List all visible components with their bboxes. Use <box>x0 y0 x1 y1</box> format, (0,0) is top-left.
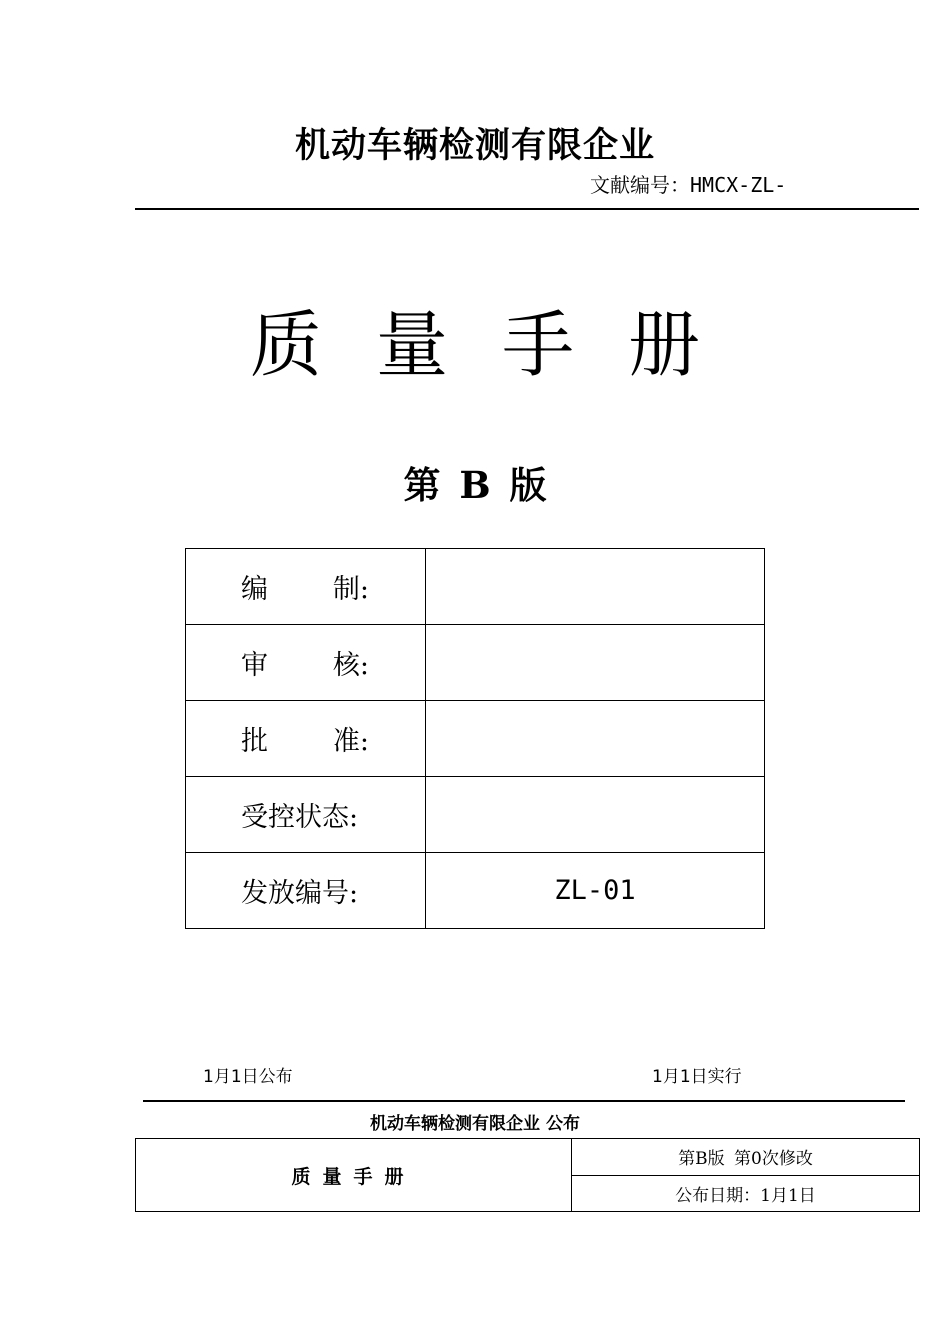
footer-divider <box>143 1100 905 1102</box>
signoff-table <box>185 548 765 929</box>
edition-revision: 第B版 第0次修改 <box>572 1139 920 1176</box>
issue-number-label: 发放编号: <box>186 853 426 929</box>
footer-table <box>135 1138 920 1212</box>
footer-publish-date: 公布日期：1月1日 <box>572 1175 920 1212</box>
approved-by-label <box>186 701 426 777</box>
table-row <box>186 625 765 701</box>
edition-label: 第 B 版 <box>403 463 547 507</box>
label-part: 核: <box>332 650 369 681</box>
label-part: 批 <box>241 726 268 757</box>
header-divider <box>135 208 919 210</box>
issue-number-value: ZL-01 <box>426 853 765 929</box>
table-row <box>186 701 765 777</box>
manual-title: 质量手册 <box>249 303 754 387</box>
label-part: 准: <box>332 726 369 757</box>
control-status-value <box>426 777 765 853</box>
footer-manual-title: 质量手册 <box>136 1139 572 1212</box>
table-row <box>186 549 765 625</box>
reviewed-by-value <box>426 625 765 701</box>
company-title: 机动车辆检测有限企业 <box>294 126 655 166</box>
control-status-label: 受控状态: <box>186 777 426 853</box>
publish-date: 1月1日公布 <box>203 1067 293 1087</box>
publisher-line: 机动车辆检测有限企业 公布 <box>370 1114 580 1134</box>
approved-by-value <box>426 701 765 777</box>
label-part: 审 <box>241 650 268 681</box>
document-number: 文献编号：HMCX-ZL- <box>590 173 787 197</box>
table-row <box>136 1139 920 1176</box>
label-part: 制: <box>332 574 369 605</box>
table-row <box>186 777 765 853</box>
table-row <box>186 853 765 929</box>
reviewed-by-label <box>186 625 426 701</box>
compiled-by-value <box>426 549 765 625</box>
label-part: 编 <box>241 574 268 605</box>
compiled-by-label <box>186 549 426 625</box>
effective-date: 1月1日实行 <box>652 1067 742 1087</box>
